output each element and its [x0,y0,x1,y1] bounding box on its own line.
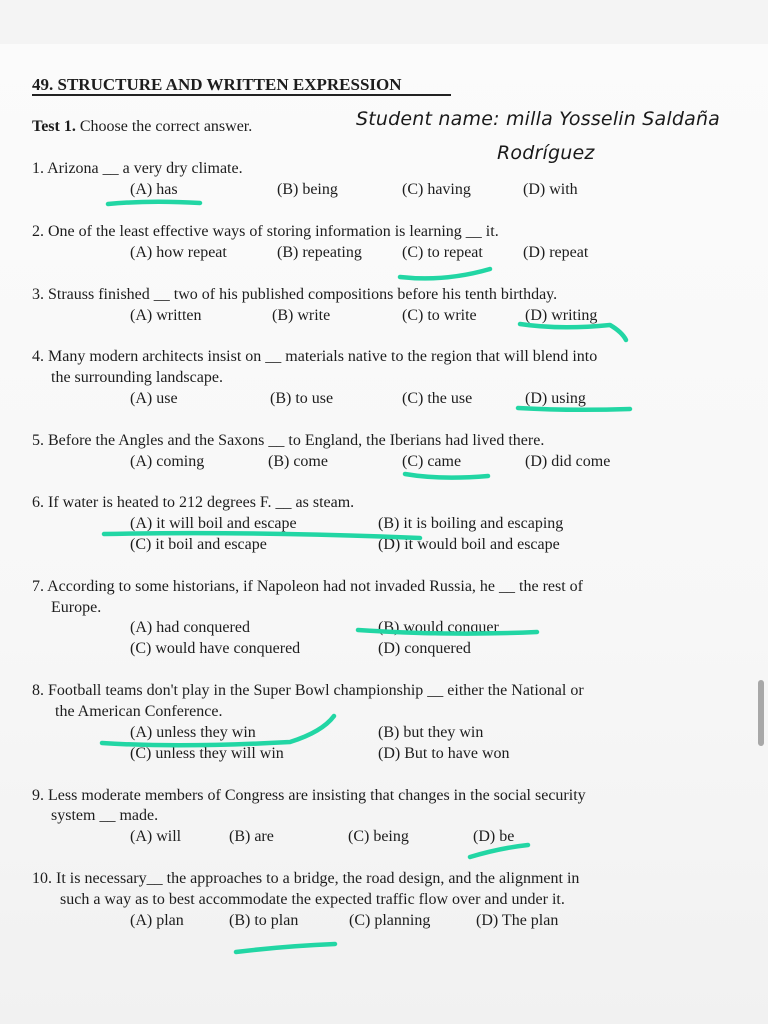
question-5-stem: 5. Before the Angles and the Saxons __ to England, the Iberians had lived there. [32,432,545,449]
q2-option-b[interactable]: (B) repeating [277,244,362,261]
q4-option-a[interactable]: (A) use [130,390,178,407]
q9-option-a[interactable]: (A) will [130,828,182,845]
q4-option-c[interactable]: (C) the use [402,390,473,407]
question-1-stem: 1. Arizona __ a very dry climate. [32,160,243,177]
q6-option-d[interactable]: (D) it would boil and escape [378,536,560,553]
question-9-stem-cont: system __ made. [51,807,159,824]
q3-option-d[interactable]: (D) writing [525,307,598,324]
q6-option-c[interactable]: (C) it boil and escape [130,536,267,553]
q3-option-a[interactable]: (A) written [130,307,202,324]
question-7-stem-cont: Europe. [51,599,102,616]
q7-option-b[interactable]: (B) would conquer [378,619,499,636]
question-10-stem-cont: such a way as to best accommodate the expected traffic flow over and under it. [60,891,565,908]
q10-option-d[interactable]: (D) The plan [476,912,559,929]
q4-option-d[interactable]: (D) using [525,390,586,407]
q5-option-b[interactable]: (B) come [268,453,328,470]
question-10-stem: 10. It is necessary__ the approaches to a bridge, the road design, and the alignment in [32,870,580,887]
q5-option-a[interactable]: (A) coming [130,453,205,470]
question-6-stem: 6. If water is heated to 212 degrees F. __ as steam. [32,494,355,511]
q9-option-d[interactable]: (D) be [473,828,515,845]
q10-option-c[interactable]: (C) planning [349,912,431,929]
q8-option-b[interactable]: (B) but they win [378,724,484,741]
q1-option-d[interactable]: (D) with [523,181,578,198]
q8-option-d[interactable]: (D) But to have won [378,745,510,762]
q2-option-c[interactable]: (C) to repeat [402,244,483,261]
question-8-stem-cont: the American Conference. [55,703,223,720]
question-3-stem: 3. Strauss finished __ two of his published compositions before his tenth birthday. [32,286,558,303]
question-9-stem: 9. Less moderate members of Congress are insisting that changes in the social security [32,787,586,804]
student-name-line-2: Rodríguez [497,142,595,164]
q8-option-a[interactable]: (A) unless they win [130,724,256,741]
section-title: 49. STRUCTURE AND WRITTEN EXPRESSION [32,75,402,94]
question-4-stem-cont: the surrounding landscape. [51,369,223,386]
q10-option-a[interactable]: (A) plan [130,912,184,929]
section-title-underline [32,94,451,96]
q9-option-b[interactable]: (B) are [229,828,274,845]
q1-option-c[interactable]: (C) having [402,181,471,198]
q10-option-b[interactable]: (B) to plan [229,912,299,929]
question-2-stem: 2. One of the least effective ways of storing information is learning __ it. [32,223,499,240]
question-7-stem: 7. According to some historians, if Napoleon had not invaded Russia, he __ the rest of [32,578,584,595]
q7-option-c[interactable]: (C) would have conquered [130,640,301,657]
test-instruction [32,116,252,137]
q5-option-d[interactable]: (D) did come [525,453,611,470]
q3-option-b[interactable]: (B) write [272,307,331,324]
instruction-text: Choose the correct answer. [79,118,253,135]
q6-option-a[interactable]: (A) it will boil and escape [130,515,297,532]
q8-option-c[interactable]: (C) unless they will win [130,745,284,762]
q1-option-b[interactable]: (B) being [277,181,338,198]
q7-option-d[interactable]: (D) conquered [378,640,471,657]
q5-option-c[interactable]: (C) came [402,453,462,470]
test-label: Test 1. [32,118,76,135]
question-8-stem: 8. Football teams don't play in the Super Bowl championship __ either the National or [32,682,584,699]
q4-option-b[interactable]: (B) to use [270,390,334,407]
q6-option-b[interactable]: (B) it is boiling and escaping [378,515,564,532]
q2-option-a[interactable]: (A) how repeat [130,244,227,261]
q7-option-a[interactable]: (A) had conquered [130,619,250,636]
q1-option-a[interactable]: (A) has [130,181,178,198]
q2-option-d[interactable]: (D) repeat [523,244,589,261]
student-name-line-1: Student name: milla Yosselin Saldaña [356,108,721,130]
q3-option-c[interactable]: (C) to write [402,307,477,324]
scrollbar-thumb[interactable] [758,680,764,746]
q9-option-c[interactable]: (C) being [348,828,409,845]
question-4-stem: 4. Many modern architects insist on __ materials native to the region that will blend into [32,348,598,365]
